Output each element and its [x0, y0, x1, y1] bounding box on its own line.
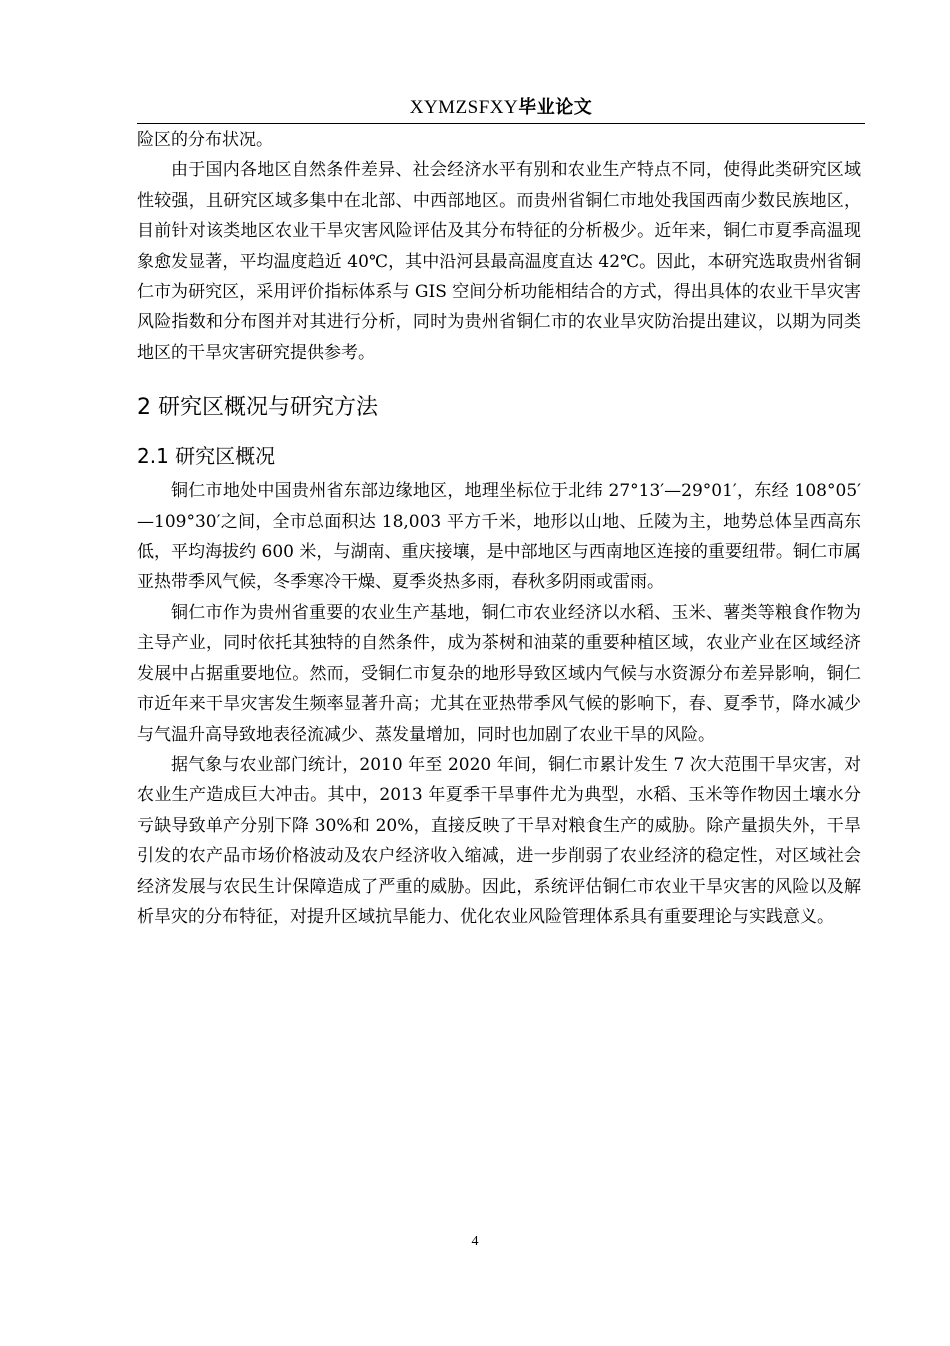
page-number: 4	[471, 1234, 479, 1249]
page-body	[137, 125, 861, 932]
paragraph-intro: 由于国内各地区自然条件差异、社会经济水平有别和农业生产特点不同，使得此类研究区域性较强，且研究区域多集中在北部、中西部地区。而贵州省铜仁市地处我国西南少数民族地区，目前针对该类地区农业干旱灾害风险评估及其分布特征的分析极少。近年来，铜仁市夏季高温现象愈发显著，平均温度趋近 40℃，其中沿河县最高温度直达 42℃。因此，本研究选取贵州省铜仁市为研究区，采用评价指标体系与 GIS 空间分析功能相结合的方式，得出具体的农业干旱灾害风险指数和分布图并对其进行分析，同时为贵州省铜仁市的农业旱灾防治提出建议，以期为同类地区的干旱灾害研究提供参考。	[137, 160, 861, 363]
subsection-heading: 2.1 研究区概况	[137, 444, 276, 469]
header-thesis-label: 毕业论文	[518, 97, 593, 118]
paragraph-geography: 铜仁市地处中国贵州省东部边缘地区，地理坐标位于北纬 27°13′—29°01′，东经 108°05′—109°30′之间，全市总面积达 18,003 平方千米，地形以山地、丘陵为主，地势总体呈西高东低，平均海拔约 600 米，与湖南、重庆接壤，是中部地区与西南地区连接的重要纽带。铜仁市属亚热带季风气候，冬季寒冷干燥、夏季炎热多雨，春秋多阴雨或雷雨。	[137, 481, 861, 593]
section-heading: 2 研究区概况与研究方法	[137, 395, 378, 421]
paragraph-statistics: 据气象与农业部门统计，2010 年至 2020 年间，铜仁市累计发生 7 次大范围干旱灾害，对农业生产造成巨大冲击。其中，2013 年夏季干旱事件尤为典型，水稻、玉米等作物因土壤水分亏缺导致单产分别下降 30%和 20%，直接反映了干旱对粮食生产的威胁。除产量损失外，干旱引发的农产品市场价格波动及农户经济收入缩减，进一步削弱了农业经济的稳定性，对区域社会经济发展与农民生计保障造成了严重的威胁。因此，系统评估铜仁市农业干旱灾害的风险以及解析旱灾的分布特征，对提升区域抗旱能力、优化农业风险管理体系具有重要理论与实践意义。	[137, 754, 861, 927]
paragraph-agriculture: 铜仁市作为贵州省重要的农业生产基地，铜仁市农业经济以水稻、玉米、薯类等粮食作物为主导产业，同时依托其独特的自然条件，成为茶树和油菜的重要种植区域，农业产业在区域经济发展中占据重要地位。然而，受铜仁市复杂的地形导致区域内气候与水资源分布差异影响，铜仁市近年来干旱灾害发生频率显著升高；尤其在亚热带季风气候的影响下，春、夏季节，降水减少与气温升高导致地表径流减少、蒸发量增加，同时也加剧了农业干旱的风险。	[137, 602, 861, 745]
paragraph-continuation: 险区的分布状况。	[137, 130, 273, 150]
header-title	[410, 97, 593, 118]
page-header	[137, 95, 865, 124]
header-code: XYMZSFXY	[409, 97, 519, 118]
